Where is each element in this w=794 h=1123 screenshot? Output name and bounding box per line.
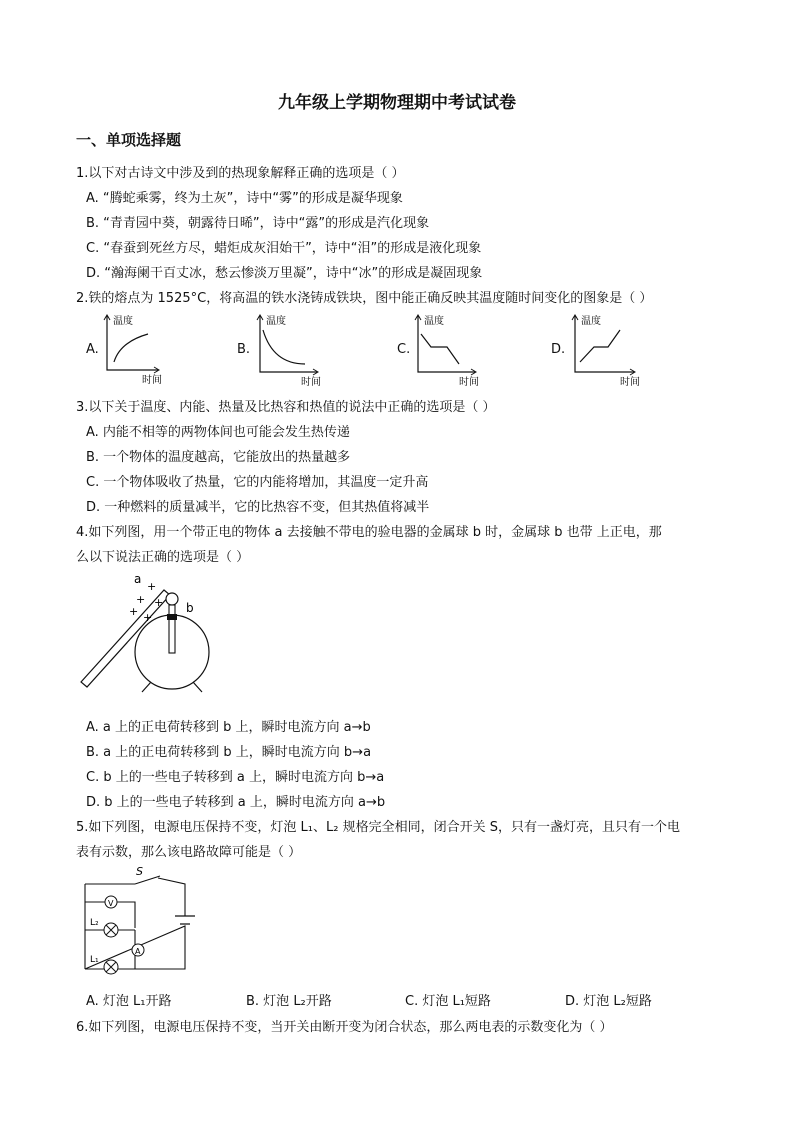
q2-stem: 2.铁的熔点为 1525°C，将高温的铁水浇铸成铁块，图中能正确反映其温度随时间变化的图象是（ ）: [76, 291, 653, 306]
q5-label-l1: L₁: [90, 955, 99, 965]
q2-graph-a-ylabel: 温度: [113, 316, 133, 327]
q5-option-c: C. 灯泡 L₁短路: [405, 994, 491, 1009]
q4-plus-4: +: [129, 605, 139, 618]
q2-graph-c-ylabel: 温度: [424, 316, 444, 327]
q4-stem-line1: 4.如下列图，用一个带正电的物体 a 去接触不带电的验电器的金属球 b 时，金属球 b 也带 上正电，那: [76, 525, 662, 540]
q2-graph-c-xlabel: 时间: [459, 377, 479, 388]
q5-option-d: D. 灯泡 L₂短路: [565, 994, 652, 1009]
q4-label-a: a: [134, 572, 142, 586]
q5-stem-line1: 5.如下列图，电源电压保持不变，灯泡 L₁、L₂ 规格完全相同，闭合开关 S，只有一盏灯亮，且只有一个电: [76, 820, 680, 835]
q1-option-b: B. “青青园中葵，朝露待日晞”，诗中“露”的形成是汽化现象: [86, 216, 430, 231]
q5-circuit-figure: [80, 866, 195, 978]
q2-graph-a-xlabel: 时间: [142, 375, 162, 386]
q5-stem-line2: 表有示数，那么该电路故障可能是（ ）: [76, 845, 302, 860]
q2-graph-d-xlabel: 时间: [620, 377, 640, 388]
q5-label-l2: L₂: [90, 918, 99, 928]
q1-option-d: D. “瀚海阑干百丈冰，愁云惨淡万里凝”，诗中“冰”的形成是凝固现象: [86, 266, 483, 281]
q3-option-d: D. 一种燃料的质量减半，它的比热容不变，但其热值将减半: [86, 500, 430, 515]
section-heading: 一、单项选择题: [76, 131, 182, 149]
q3-stem: 3.以下关于温度、内能、热量及比热容和热值的说法中正确的选项是（ ）: [76, 400, 496, 415]
q4-label-b: b: [186, 601, 194, 615]
q2-option-c-label: C.: [397, 342, 411, 357]
q2-graph-b-xlabel: 时间: [301, 377, 321, 388]
q3-option-b: B. 一个物体的温度越高，它能放出的热量越多: [86, 450, 351, 465]
q5-option-b: B. 灯泡 L₂开路: [246, 994, 332, 1009]
q5-label-voltmeter: V: [108, 899, 114, 908]
q5-option-a: A. 灯泡 L₁开路: [86, 994, 172, 1009]
q6-stem: 6.如下列图，电源电压保持不变，当开关由断开变为闭合状态，那么两电表的示数变化为（ ）: [76, 1020, 613, 1035]
q4-stem-line2: 么以下说法正确的选项是（ ）: [76, 550, 250, 565]
q4-plus-3: +: [154, 596, 164, 609]
q5-label-switch: S: [136, 865, 143, 878]
q3-option-a: A. 内能不相等的两物体间也可能会发生热传递: [86, 425, 350, 440]
q1-option-c: C. “春蚕到死丝方尽，蜡炬成灰泪始干”，诗中“泪”的形成是液化现象: [86, 241, 482, 256]
q4-plus-5: +: [143, 611, 153, 624]
q2-graph-d: [568, 312, 648, 387]
q4-option-a: A. a 上的正电荷转移到 b 上，瞬时电流方向 a→b: [86, 720, 371, 735]
q5-label-ammeter: A: [135, 947, 141, 956]
q2-graph-c: [411, 312, 486, 387]
q2-graph-d-ylabel: 温度: [581, 316, 601, 327]
q3-option-c: C. 一个物体吸收了热量，它的内能将增加，其温度一定升高: [86, 475, 429, 490]
q2-option-a-label: A.: [86, 342, 99, 357]
q4-option-b: B. a 上的正电荷转移到 b 上，瞬时电流方向 b→a: [86, 745, 372, 760]
q2-option-b-label: B.: [237, 342, 251, 357]
q1-stem: 1.以下对古诗文中涉及到的热现象解释正确的选项是（ ）: [76, 166, 405, 181]
q2-graph-b-ylabel: 温度: [266, 316, 286, 327]
page-title: 九年级上学期物理期中考试试卷: [278, 93, 516, 113]
q2-graph-a: [100, 312, 170, 387]
q4-plus-1: +: [147, 580, 157, 593]
q1-option-a: A. “腾蛇乘雾，终为土灰”，诗中“雾”的形成是凝华现象: [86, 191, 403, 206]
q2-graph-b: [253, 312, 328, 387]
q4-electroscope-figure: [76, 572, 221, 697]
q4-option-d: D. b 上的一些电子转移到 a 上，瞬时电流方向 a→b: [86, 795, 386, 810]
q4-plus-2: +: [136, 593, 146, 606]
q4-option-c: C. b 上的一些电子转移到 a 上，瞬时电流方向 b→a: [86, 770, 385, 785]
q2-option-d-label: D.: [551, 342, 566, 357]
